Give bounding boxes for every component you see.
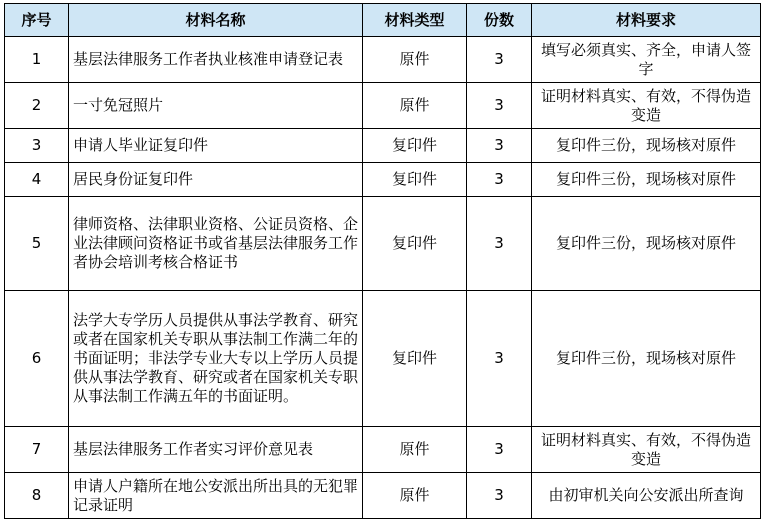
table-row bbox=[5, 83, 761, 129]
row-count: 3 bbox=[467, 83, 532, 129]
header-material-name: 材料名称 bbox=[69, 4, 363, 37]
row-requirement: 复印件三份，现场核对原件 bbox=[532, 291, 761, 427]
row-index: 4 bbox=[5, 163, 69, 197]
row-count: 3 bbox=[467, 37, 532, 83]
row-index: 1 bbox=[5, 37, 69, 83]
row-material-type: 原件 bbox=[363, 473, 467, 519]
row-index: 3 bbox=[5, 129, 69, 163]
row-requirement: 复印件三份，现场核对原件 bbox=[532, 197, 761, 291]
row-material-name: 申请人户籍所在地公安派出所出具的无犯罪记录证明 bbox=[69, 473, 363, 519]
table-row bbox=[5, 37, 761, 83]
row-count: 3 bbox=[467, 291, 532, 427]
header-count: 份数 bbox=[467, 4, 532, 37]
header-requirement: 材料要求 bbox=[532, 4, 761, 37]
row-material-type: 复印件 bbox=[363, 129, 467, 163]
table-row bbox=[5, 163, 761, 197]
row-material-name: 居民身份证复印件 bbox=[69, 163, 363, 197]
row-index: 2 bbox=[5, 83, 69, 129]
row-index: 8 bbox=[5, 473, 69, 519]
row-material-name: 一寸免冠照片 bbox=[69, 83, 363, 129]
row-count: 3 bbox=[467, 163, 532, 197]
row-material-type: 原件 bbox=[363, 427, 467, 473]
table-header-row bbox=[5, 4, 761, 37]
row-count: 3 bbox=[467, 129, 532, 163]
table-row bbox=[5, 291, 761, 427]
row-requirement: 复印件三份，现场核对原件 bbox=[532, 163, 761, 197]
row-material-type: 原件 bbox=[363, 83, 467, 129]
row-requirement: 由初审机关向公安派出所查询 bbox=[532, 473, 761, 519]
row-material-name: 申请人毕业证复印件 bbox=[69, 129, 363, 163]
table-row bbox=[5, 473, 761, 519]
table-row bbox=[5, 129, 761, 163]
row-material-name: 基层法律服务工作者实习评价意见表 bbox=[69, 427, 363, 473]
row-count: 3 bbox=[467, 197, 532, 291]
row-material-type: 复印件 bbox=[363, 291, 467, 427]
row-material-name: 律师资格、法律职业资格、公证员资格、企业法律顾问资格证书或省基层法律服务工作者协会培训考核合格证书 bbox=[69, 197, 363, 291]
row-index: 5 bbox=[5, 197, 69, 291]
row-requirement: 证明材料真实、有效，不得伪造变造 bbox=[532, 427, 761, 473]
header-index: 序号 bbox=[5, 4, 69, 37]
row-material-name: 法学大专学历人员提供从事法学教育、研究或者在国家机关专职从事法制工作满二年的书面证明；非法学专业大专以上学历人员提供从事法学教育、研究或者在国家机关专职从事法制工作满五年的书面证明。 bbox=[69, 291, 363, 427]
row-requirement: 证明材料真实、有效，不得伪造变造 bbox=[532, 83, 761, 129]
row-count: 3 bbox=[467, 427, 532, 473]
row-index: 7 bbox=[5, 427, 69, 473]
header-material-type: 材料类型 bbox=[363, 4, 467, 37]
table-row bbox=[5, 197, 761, 291]
table-row bbox=[5, 427, 761, 473]
row-material-type: 原件 bbox=[363, 37, 467, 83]
row-material-type: 复印件 bbox=[363, 163, 467, 197]
materials-table bbox=[4, 3, 761, 519]
row-requirement: 复印件三份，现场核对原件 bbox=[532, 129, 761, 163]
row-requirement: 填写必须真实、齐全，申请人签字 bbox=[532, 37, 761, 83]
row-index: 6 bbox=[5, 291, 69, 427]
row-material-name: 基层法律服务工作者执业核准申请登记表 bbox=[69, 37, 363, 83]
row-material-type: 复印件 bbox=[363, 197, 467, 291]
row-count: 3 bbox=[467, 473, 532, 519]
